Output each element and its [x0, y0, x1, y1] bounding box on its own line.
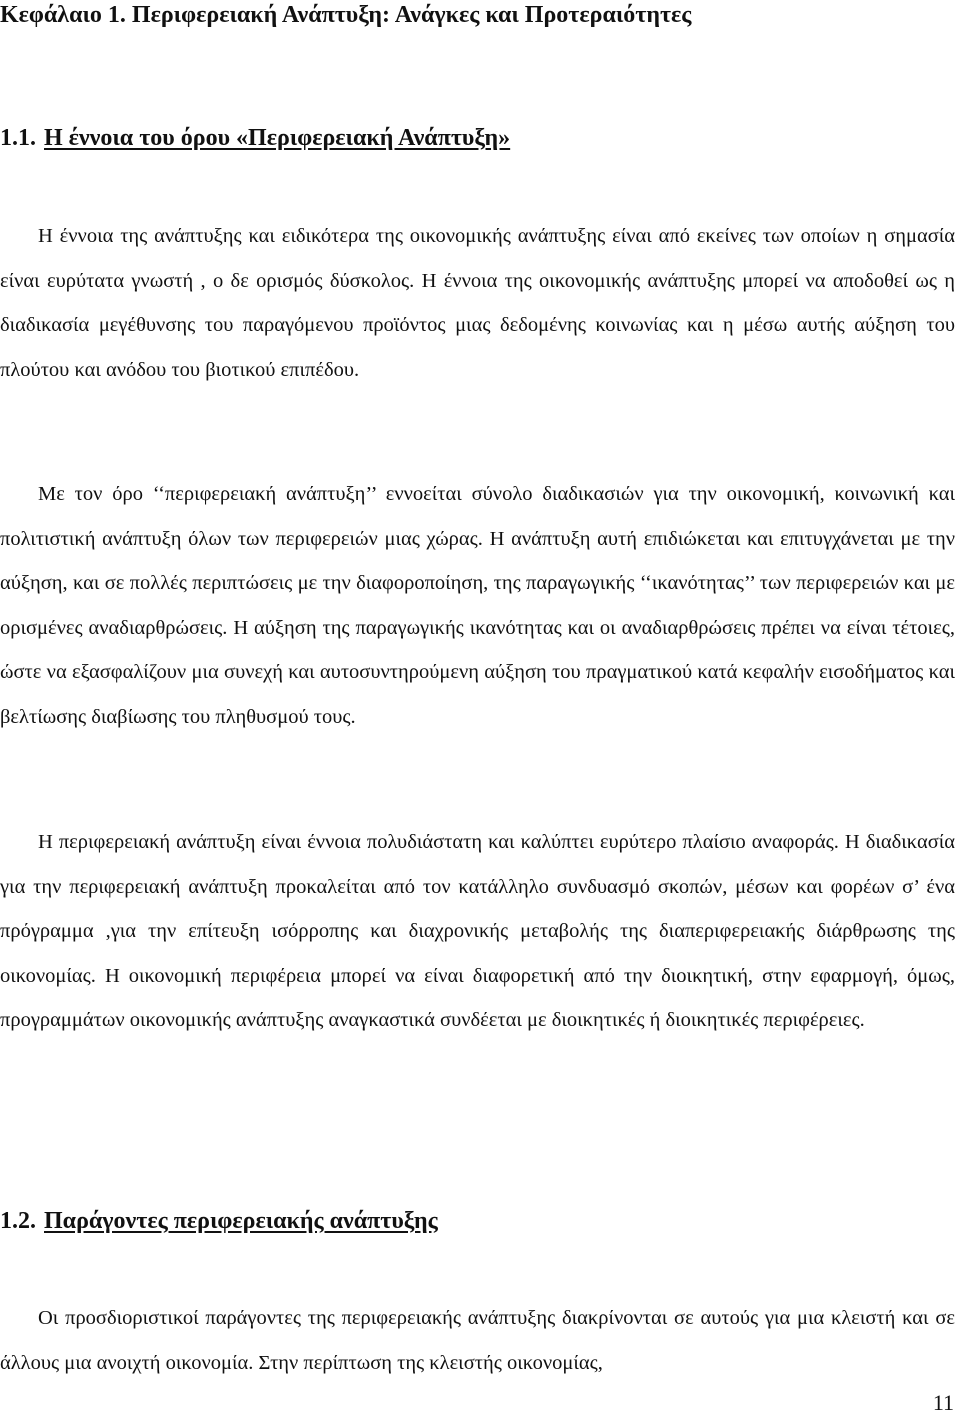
paragraph-development-concept: Η έννοια της ανάπτυξης και ειδικότερα της οικονομικής ανάπτυξης είναι από εκείνες των οποίων η σημασία είναι ευρύτατα γνωστή , ο δε ορισμός δύσκολος. Η έννοια της οικονομικής ανάπτυξης μπορεί να αποδοθεί ως η διαδικασία μεγέθυνσης του παραγόμενου προϊόντος μιας δεδομένης κοινωνίας και η μέσω αυτής αύξηση του πλούτου και ανόδου του βιοτικού επιπέδου.: [0, 225, 955, 381]
paragraph-regional-development-definition: Με τον όρο ‘‘περιφερειακή ανάπτυξη’’ εννοείται σύνολο διαδικασιών για την οικονομική, κοινωνική και πολιτιστική ανάπτυξη όλων των περιφερειών μιας χώρας. Η ανάπτυξη αυτή επιδιώκεται και επιτυγχάνεται με την αύξηση, και σε πολλές περιπτώσεις με την διαφοροποίηση, της παραγωγικής ‘‘ικανότητας’’ των περιφερειών και με ορισμένες αναδιαρθρώσεις. Η αύξηση της παραγωγικής ικανότητας και οι αναδιαρθρώσεις πρέπει να είναι τέτοιες, ώστε να εξασφαλίζουν μια συνεχή και αυτοσυντηρούμενη αύξηση του πραγματικού κατά κεφαλήν εισοδήματος και βελτίωσης διαβίωσης του πληθυσμού τους.: [0, 483, 955, 728]
section-heading-1-2: [0, 1206, 438, 1236]
section-number: 1.2.: [0, 1208, 36, 1234]
paragraph-determining-factors: Οι προσδιοριστικοί παράγοντες της περιφερειακής ανάπτυξης διακρίνονται σε αυτούς για μια κλειστή και σε άλλους μια ανοιχτή οικονομία. Στην περίπτωση της κλειστής οικονομίας,: [0, 1307, 955, 1374]
page-number: 11: [932, 1390, 954, 1415]
paragraph-regional-development-framework: Η περιφερειακή ανάπτυξη είναι έννοια πολυδιάστατη και καλύπτει ευρύτερο πλαίσιο αναφοράς. Η διαδικασία για την περιφερειακή ανάπτυξη προκαλείται από τον κατάλληλο συνδυασμό σκοπών, μέσων και φορέων σ’ ένα πρόγραμμα ,για την επίτευξη ισόρροπης και διαχρονικής μεταβολής της διαπεριφερειακής διάρθρωσης της οικονομίας. Η οικονομική περιφέρεια μπορεί να είναι διαφορετική από την διοικητική, στην εφαρμογή, όμως, προγραμμάτων οικονομικής ανάπτυξης αναγκαστικά συνδέεται με διοικητικές ή διοικητικές περιφέρειες.: [0, 831, 955, 1031]
section-heading-1-1: [0, 123, 510, 153]
section-number: 1.1.: [0, 125, 36, 151]
section-title: Παράγοντες περιφερειακής ανάπτυξης: [44, 1208, 438, 1234]
section-title: Η έννοια του όρου «Περιφερειακή Ανάπτυξη»: [44, 125, 511, 151]
chapter-title: Κεφάλαιο 1. Περιφερειακή Ανάπτυξη: Ανάγκες και Προτεραιότητες: [0, 2, 692, 28]
